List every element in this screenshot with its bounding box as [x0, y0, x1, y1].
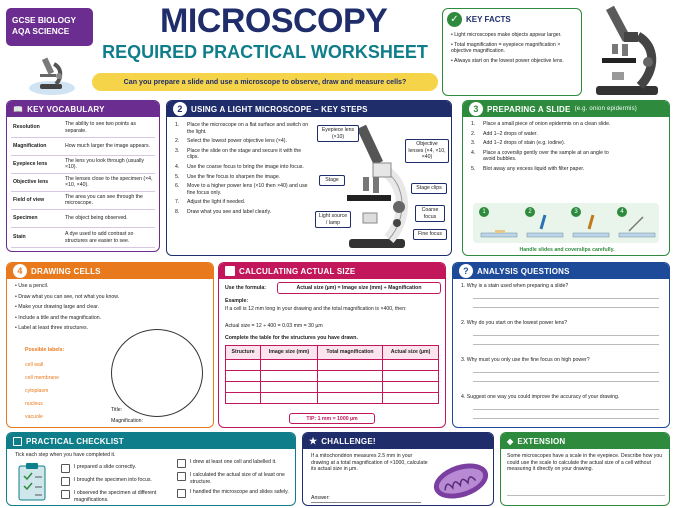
label-objective: Objective lenses (×4, ×10, ×40) — [405, 139, 449, 163]
prep-item — [471, 140, 611, 147]
table-cell[interactable] — [226, 393, 261, 404]
vocab-term: Specimen — [13, 215, 38, 222]
calculator-icon — [225, 266, 235, 276]
table-cell[interactable] — [261, 360, 318, 371]
prep-item-text: Add 1–2 drops of stain (e.g. iodine). — [483, 140, 566, 147]
table-row — [226, 360, 439, 371]
mitochondrion-icon — [431, 461, 491, 501]
vocab-definition: The object being observed. — [65, 215, 128, 222]
vocab-term: Stain — [13, 234, 26, 241]
step-item-text: Use the coarse focus to bring the image into focus. — [187, 163, 304, 170]
answer-line[interactable] — [473, 418, 659, 419]
drawing-tip: • Include a title and the magnification. — [15, 314, 102, 321]
prep-item-number: 3. — [471, 140, 476, 147]
step-item-number: 6. — [175, 183, 180, 190]
checklist-icon — [13, 437, 22, 446]
prep-item-text: Place a coverslip gently over the sample at an angle to avoid bubbles. — [483, 149, 609, 163]
prep-title-note: (e.g. onion epidermis) — [574, 106, 637, 112]
table-row — [226, 382, 439, 393]
prep-item — [471, 166, 611, 173]
prep-item — [471, 150, 611, 163]
example-title: Example: — [225, 298, 249, 304]
checkbox[interactable] — [177, 489, 186, 498]
drawing-tip: • Draw what you can see, not what you know. — [15, 293, 120, 300]
answer-line[interactable] — [507, 495, 665, 496]
step-item-text: Draw what you see and label clearly. — [187, 208, 272, 215]
extension-text: Some microscopes have a scale in the eyepiece. Describe how you could use the scale to calculate the actual size of a cell without measuring it directly on your drawing. — [507, 453, 663, 473]
step-number: 2 — [173, 102, 187, 116]
step-item-number: 1. — [175, 122, 180, 128]
possible-label: nucleus — [25, 401, 43, 407]
driving-question: Can you prepare a slide and use a microscope to observe, draw and measure cells? — [92, 73, 438, 91]
label-light-source: Light source / lamp — [315, 211, 351, 228]
vocab-definition: How much larger the image appears. — [65, 142, 151, 149]
drawing-tip-text: Label at least three structures. — [18, 325, 89, 332]
table-intro: Complete the table for the structures you have drawn. — [225, 335, 358, 341]
microscope-illustration — [590, 4, 670, 98]
drawing-tip-text: Draw what you can see, not what you know. — [18, 293, 120, 300]
table-header: Image size (mm) — [261, 346, 318, 360]
drawing-title-field[interactable] — [111, 407, 211, 414]
drawing-panel — [6, 262, 214, 428]
answer-label: Answer: — [311, 495, 330, 501]
possible-label: vacuole — [25, 414, 43, 420]
step-item — [175, 174, 311, 181]
step-item-number: 8. — [175, 208, 180, 215]
size-table — [225, 345, 439, 404]
key-fact: • Always start on the lowest power objective lens. — [451, 57, 564, 64]
tip-box: TIP: 1 mm = 1000 µm — [289, 413, 375, 424]
table-cell[interactable] — [317, 360, 382, 371]
step-item-number: 2. — [175, 138, 180, 145]
step-item-number: 4. — [175, 163, 180, 170]
formula-label: Use the formula: — [225, 285, 266, 291]
step-item — [175, 183, 311, 196]
table-cell[interactable] — [261, 382, 318, 393]
challenge-panel — [302, 432, 494, 506]
checklist-item[interactable] — [61, 464, 171, 473]
answer-line[interactable] — [473, 409, 659, 410]
checklist-item-text: I brought the specimen into focus. — [74, 477, 152, 483]
checklist-item-text: I prepared a slide correctly. — [74, 464, 137, 470]
drawing-title: DRAWING CELLS — [31, 266, 101, 276]
drawing-mag-field[interactable] — [111, 418, 211, 425]
table-cell[interactable] — [226, 371, 261, 382]
vocabulary-title: KEY VOCABULARY — [27, 104, 105, 114]
prep-illustration — [473, 203, 659, 243]
checkbox[interactable] — [177, 459, 186, 468]
prep-item — [471, 121, 611, 128]
key-fact-text: Always start on the lowest power objective lens. — [453, 57, 564, 64]
challenge-answer[interactable] — [311, 495, 421, 503]
prep-item — [471, 131, 611, 138]
vocab-row — [11, 137, 155, 155]
table-header: Structure — [226, 346, 261, 360]
vocab-row — [11, 228, 155, 248]
title-field-label: Title: — [111, 407, 123, 413]
extension-title: EXTENSION — [517, 436, 566, 446]
possible-label: cell membrane — [25, 375, 60, 381]
prep-note: Handle slides and coverslips carefully. — [519, 247, 615, 253]
table-cell[interactable] — [317, 393, 382, 404]
prep-item-number: 2. — [471, 130, 476, 137]
table-cell[interactable] — [226, 360, 261, 371]
step-item-text: Place the slide on the stage and secure it with the clips. — [187, 147, 302, 161]
step-item-number: 3. — [175, 147, 180, 154]
prep-item-text: Blot away any excess liquid with filter paper. — [483, 165, 585, 172]
star-icon: ★ — [309, 435, 318, 446]
key-facts-panel — [442, 8, 582, 96]
vocab-definition: The lenses close to the specimen (×4, ×10, ×40). — [65, 175, 153, 189]
label-eyepiece: Eyepiece lens (×10) — [317, 125, 359, 142]
prep-item-number: 4. — [471, 149, 476, 156]
calc-panel — [218, 262, 446, 428]
checklist-panel — [6, 432, 296, 506]
table-row — [226, 393, 439, 404]
table-header: Actual size (µm) — [383, 346, 439, 360]
prep-step-4: 4 — [617, 207, 627, 217]
checklist-item[interactable] — [177, 489, 293, 498]
step-item-text: Adjust the light if needed. — [187, 199, 246, 206]
badge-line-2: AQA SCIENCE — [12, 26, 70, 36]
step-item-text: Move to a higher power lens (×10 then ×40) and use fine focus only. — [187, 183, 308, 196]
step-item — [175, 138, 311, 145]
table-cell[interactable] — [383, 382, 439, 393]
subject-badge — [6, 8, 93, 46]
vocab-row — [11, 173, 155, 191]
mag-field-label: Magnification: — [111, 418, 144, 424]
step-item-text: Use the fine focus to sharpen the image. — [187, 173, 281, 180]
step-item — [175, 148, 311, 161]
drawing-tip: • Make your drawing large and clear. — [15, 304, 100, 311]
label-fine-focus: Fine focus — [413, 229, 447, 240]
table-header: Total magnification — [317, 346, 382, 360]
prep-item-number: 5. — [471, 165, 476, 172]
label-stage: Stage — [319, 175, 345, 186]
drawing-tip-text: Make your drawing large and clear. — [18, 304, 100, 311]
drawing-tip: • Use a pencil. — [15, 283, 49, 289]
vocabulary-table — [11, 119, 155, 248]
vocab-term: Objective lens — [13, 178, 49, 185]
table-cell[interactable] — [261, 371, 318, 382]
prep-item-number: 1. — [471, 121, 476, 127]
check-icon: ✓ — [447, 12, 462, 27]
challenge-text: If a mitochondrion measures 2.5 mm in your drawing at a total magnification of ×1000, calculate its actual size in µm. — [311, 453, 428, 473]
vocabulary-panel — [6, 100, 160, 252]
possible-labels-title: Possible labels: — [25, 347, 65, 353]
checklist-item-text: I calculated the actual size of at least one structure. — [190, 472, 285, 485]
slide-steps-icons — [473, 213, 659, 243]
step-number: 3 — [469, 102, 483, 116]
answer-line[interactable] — [473, 307, 659, 308]
vocab-row — [11, 210, 155, 228]
analysis-question: 4. Suggest one way you could improve the accuracy of your drawing. — [461, 394, 620, 400]
page-subtitle: REQUIRED PRACTICAL WORKSHEET — [102, 42, 428, 62]
table-cell[interactable] — [383, 393, 439, 404]
checklist-item[interactable] — [177, 472, 293, 485]
key-fact-text: Total magnification = eyepiece magnification × objective magnification. — [451, 41, 561, 55]
checklist-item[interactable] — [61, 477, 171, 486]
checklist-item-text: I handled the microscope and slides safely. — [190, 489, 289, 496]
vocab-row — [11, 155, 155, 173]
extension-panel — [500, 432, 670, 506]
analysis-question: 2. Why do you start on the lowest power lens? — [461, 320, 568, 326]
example-calc: Actual size = 12 ÷ 400 = 0.03 mm = 30 µm — [225, 323, 323, 329]
drawing-tip-text: Use a pencil. — [18, 283, 49, 289]
checkbox[interactable] — [177, 472, 186, 481]
step-number: 4 — [13, 264, 27, 278]
question-icon: ? — [459, 264, 473, 278]
table-row — [226, 371, 439, 382]
checkbox[interactable] — [61, 464, 70, 473]
step-item-number: 5. — [175, 173, 180, 180]
key-fact-text: Light microscopes make objects appear larger. — [454, 32, 562, 38]
vocab-definition: A dye used to add contrast so structures are easier to see. — [65, 230, 134, 244]
prep-item-text: Add 1–2 drops of water. — [483, 130, 538, 137]
example-text: If a cell is 12 mm long in your drawing and the total magnification is ×400, then: — [225, 306, 407, 312]
step-item-text: Select the lowest power objective lens (×4). — [187, 138, 287, 145]
checklist-title: PRACTICAL CHECKLIST — [26, 436, 124, 446]
analysis-panel — [452, 262, 670, 428]
vocab-row — [11, 191, 155, 209]
checklist-item[interactable] — [177, 459, 293, 468]
key-fact: • Total magnification = eyepiece magnification × objective magnification. — [451, 41, 561, 55]
checkbox[interactable] — [61, 490, 70, 499]
checklist-item[interactable] — [61, 490, 171, 503]
vocab-term: Resolution — [13, 124, 40, 131]
step-item — [175, 209, 311, 216]
steps-title: USING A LIGHT MICROSCOPE – KEY STEPS — [191, 104, 368, 114]
possible-label: cell wall — [25, 362, 44, 368]
answer-line[interactable] — [473, 381, 659, 382]
clipboard-icon — [15, 462, 51, 502]
label-coarse-focus: Coarse focus — [415, 205, 445, 222]
gem-icon: ◆ — [507, 436, 514, 446]
answer-line[interactable] — [473, 335, 659, 336]
vocab-term: Field of view — [13, 197, 45, 204]
answer-line[interactable] — [473, 344, 659, 345]
drawing-tip: • Label at least three structures. — [15, 325, 89, 332]
checklist-item-text: I observed the specimen at different magnifications. — [74, 490, 157, 503]
vocab-definition: The area you can see through the microscope. — [65, 193, 143, 207]
book-icon: 📖 — [13, 104, 24, 114]
vocab-definition: The ability to see two points as separate. — [65, 121, 136, 134]
checklist-item-text: I drew at least one cell and labelled it. — [190, 459, 277, 465]
step-item-text: Place the microscope on a flat surface and switch on the light. — [187, 122, 309, 135]
microscope-icon — [28, 52, 76, 96]
prep-step-3: 3 — [571, 207, 581, 217]
table-cell[interactable] — [383, 360, 439, 371]
table-cell[interactable] — [226, 382, 261, 393]
key-fact: • Light microscopes make objects appear larger. — [451, 32, 562, 38]
table-cell[interactable] — [317, 382, 382, 393]
drawing-circle[interactable] — [111, 329, 203, 417]
analysis-question: 3. Why must you only use the fine focus on high power? — [461, 357, 590, 363]
table-cell[interactable] — [261, 393, 318, 404]
checklist-intro: Tick each step when you have completed it. — [15, 452, 116, 458]
slide-prep-panel — [462, 100, 670, 256]
formula-box: Actual size (µm) = Image size (mm) ÷ Magnification — [277, 282, 441, 294]
step-item — [175, 122, 311, 135]
table-cell[interactable] — [383, 371, 439, 382]
step-item-number: 7. — [175, 199, 180, 206]
table-cell[interactable] — [317, 371, 382, 382]
challenge-title: CHALLENGE! — [321, 436, 376, 446]
analysis-question: 1. Why is a stain used when preparing a slide? — [461, 283, 569, 289]
possible-label: cytoplasm — [25, 388, 49, 394]
prep-item-text: Place a small piece of onion epidermis on a clean slide. — [483, 121, 611, 127]
vocab-term: Eyepiece lens — [13, 160, 48, 167]
vocab-row — [11, 119, 155, 137]
vocab-definition: The lens you look through (usually ×10). — [65, 157, 145, 171]
step-item — [175, 199, 311, 206]
vocab-term: Magnification — [13, 142, 47, 149]
answer-line[interactable] — [473, 298, 659, 299]
step-item — [175, 164, 311, 171]
checkbox[interactable] — [61, 477, 70, 486]
drawing-tip-text: Include a title and the magnification. — [18, 314, 102, 321]
analysis-title: ANALYSIS QUESTIONS — [477, 266, 570, 276]
page-title: MICROSCOPY — [160, 2, 388, 40]
badge-line-1: GCSE BIOLOGY — [12, 15, 77, 25]
steps-panel — [166, 100, 452, 256]
calc-title: CALCULATING ACTUAL SIZE — [239, 266, 356, 276]
prep-step-2: 2 — [525, 207, 535, 217]
prep-title: PREPARING A SLIDE — [487, 104, 571, 114]
label-stage-clips: Stage clips — [411, 183, 447, 194]
prep-step-1: 1 — [479, 207, 489, 217]
answer-line[interactable] — [473, 372, 659, 373]
key-facts-title: KEY FACTS — [466, 15, 511, 24]
